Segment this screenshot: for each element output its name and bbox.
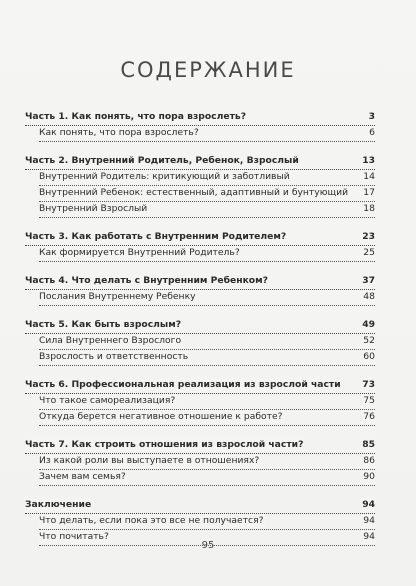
toc-entry-title: Послания Внутреннему Ребенку [39,291,196,302]
toc-page-number: 85 [362,439,375,450]
toc-page-number: 48 [363,291,375,302]
page-number: 95 [201,540,215,551]
toc-page-number: 13 [362,155,375,166]
toc-entry [39,126,375,142]
toc-page-number: 94 [362,499,375,510]
toc-page-number: 86 [363,455,375,466]
toc-entry [39,470,375,486]
toc-entry [39,170,375,186]
toc-page-number: 18 [363,203,375,214]
toc-page-number: 76 [363,411,375,422]
toc-entry-title: Откуда берется негативное отношение к работе? [39,411,283,422]
toc-entry-title: Внутренний Взрослый [39,203,148,214]
toc-entry-title: Из какой роли вы выступаете в отношениях? [39,455,260,466]
toc-entry [39,186,375,202]
toc-part-title: Часть 2. Внутренний Родитель, Ребенок, Взрослый [25,155,299,166]
toc-part-title: Часть 4. Что делать с Внутренним Ребенком? [25,275,268,286]
toc-entry-title: Внутренний Родитель: критикующий и заботливый [39,171,290,182]
toc-page-number: 17 [363,187,375,198]
toc-part-title: Часть 6. Профессиональная реализация из взрослой части [25,379,341,390]
toc-conclusion [25,498,375,514]
toc-page-number: 3 [368,111,375,122]
toc-entry [39,246,375,262]
toc-page-number: 6 [369,127,375,138]
toc-part-title: Часть 3. Как работать с Внутренним Родителем? [25,231,287,242]
toc-part-title: Часть 7. Как строить отношения из взрослой части? [25,439,304,450]
toc-page-number: 49 [362,319,375,330]
toc-part-6 [25,378,375,394]
toc-entry-title: Что делать, если пока это все не получается? [39,515,264,526]
toc-entry-title: Что такое самореализация? [39,395,176,406]
toc-entry-title: Внутренний Ребенок: естественный, адаптивный и бунтующий [39,187,349,198]
toc-entry-title: Что почитать? [39,531,109,542]
toc-entry [39,514,375,530]
toc-part-7 [25,438,375,454]
toc-entry-title: Как формируется Внутренний Родитель? [39,247,240,258]
table-of-contents [25,110,375,546]
toc-part-3 [25,230,375,246]
toc-entry [39,202,375,218]
toc-part-title: Часть 1. Как понять, что пора взрослеть? [25,111,247,122]
toc-part-4 [25,274,375,290]
toc-entry-title: Как понять, что пора взрослеть? [39,127,199,138]
toc-page-number: 73 [362,379,375,390]
toc-page-number: 14 [363,171,375,182]
toc-page-number: 23 [362,231,375,242]
toc-part-2 [25,154,375,170]
toc-entry-title: Взрослость и ответственность [39,351,189,362]
toc-entry [39,334,375,350]
toc-entry-title: Сила Внутреннего Взрослого [39,335,182,346]
toc-part-title: Часть 5. Как быть взрослым? [25,319,182,330]
toc-entry [39,290,375,306]
toc-page-number: 60 [363,351,375,362]
toc-entry-title: Зачем вам семья? [39,471,126,482]
toc-part-title: Заключение [25,499,92,510]
toc-entry [39,454,375,470]
toc-entry [39,394,375,410]
toc-part-1 [25,110,375,126]
toc-page-number: 94 [363,515,375,526]
page-title: СОДЕРЖАНИЕ [120,58,296,82]
toc-page-number: 52 [363,335,375,346]
toc-entry [39,410,375,426]
toc-part-5 [25,318,375,334]
toc-page-number: 94 [363,531,375,542]
toc-page-number: 37 [362,275,375,286]
toc-page-number: 90 [363,471,375,482]
toc-page-number: 25 [363,247,375,258]
toc-entry [39,350,375,366]
toc-page-number: 75 [363,395,375,406]
